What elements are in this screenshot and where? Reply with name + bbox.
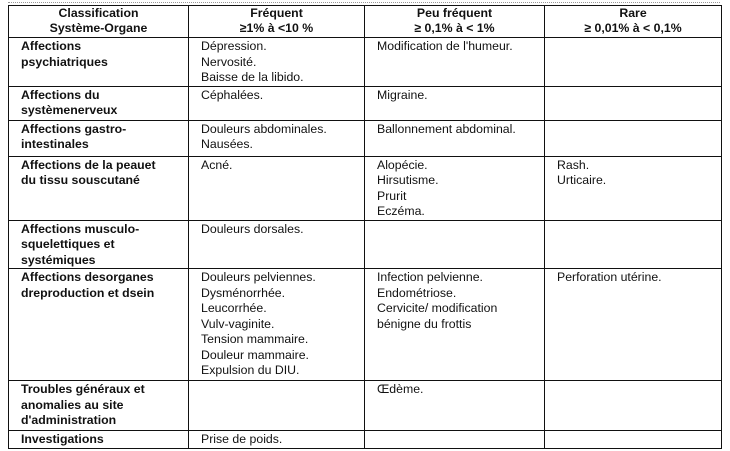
table-row xyxy=(9,38,722,87)
effect-item: Ballonnement abdominal. xyxy=(377,121,516,136)
cell-cls xyxy=(9,120,189,156)
header-line: Classification xyxy=(58,6,139,20)
organ-class-text: anomalies au site xyxy=(21,397,124,412)
cell-peu xyxy=(365,38,545,87)
cell-cls xyxy=(9,269,189,381)
effect-item: bénigne du frottis xyxy=(377,316,472,331)
effect-item: Douleur mammaire. xyxy=(201,347,309,362)
organ-class-text: du tissu souscutané xyxy=(21,173,140,187)
cell-frequent xyxy=(189,381,365,431)
organ-class-text: Troubles généraux et xyxy=(21,382,145,396)
cell-rare xyxy=(545,431,722,449)
effect-item: Perforation utérine. xyxy=(557,270,662,284)
cell-frequent xyxy=(189,220,365,269)
cell-cls xyxy=(9,86,189,120)
cell-frequent xyxy=(189,38,365,87)
effect-item: Nausées. xyxy=(201,137,253,151)
effect-item: Œdème. xyxy=(377,382,424,396)
effect-item: Baisse de la libido. xyxy=(201,70,304,84)
cell-peu xyxy=(365,86,545,120)
effect-item: Infection pelvienne. xyxy=(377,270,483,284)
effect-item: Prise de poids. xyxy=(201,432,283,446)
cell-peu xyxy=(365,120,545,156)
organ-class-text: d'administration xyxy=(21,413,117,427)
cell-rare xyxy=(545,381,722,431)
adverse-effects-table xyxy=(8,5,722,449)
cell-cls xyxy=(9,381,189,431)
effect-item: Leucorrhée. xyxy=(201,301,267,315)
table-row xyxy=(9,381,722,431)
header-frequent xyxy=(189,6,365,38)
effect-item: Douleurs abdominales. xyxy=(201,121,327,136)
organ-class-text: Affections desorganes xyxy=(21,270,154,284)
cell-cls xyxy=(9,220,189,269)
cell-peu xyxy=(365,381,545,431)
organ-class-text: Affections gastro- xyxy=(21,121,127,136)
cell-frequent xyxy=(189,120,365,156)
organ-class-text: Affections musculo- xyxy=(21,221,140,236)
effect-item: Acné. xyxy=(201,157,233,172)
organ-class-text: dreproduction et dsein xyxy=(21,285,155,300)
cell-peu xyxy=(365,269,545,381)
effect-item: Eczéma. xyxy=(377,204,425,218)
cell-peu xyxy=(365,431,545,449)
effect-item: Cervicite/ modification xyxy=(377,301,498,315)
effect-item: Vulv-vaginite. xyxy=(201,316,275,331)
table-row xyxy=(9,269,722,381)
organ-class-text: Affections du xyxy=(21,87,100,102)
effect-item: Endométriose. xyxy=(377,285,457,300)
cell-peu xyxy=(365,220,545,269)
effect-item: Migraine. xyxy=(377,87,428,102)
organ-class-text: squelettiques et xyxy=(21,237,115,251)
cell-rare xyxy=(545,120,722,156)
organ-class-text: Affections xyxy=(21,39,82,53)
organ-class-text: intestinales xyxy=(21,137,89,151)
organ-class-text: Investigations xyxy=(21,432,104,446)
effect-item: Hirsutisme. xyxy=(377,173,439,187)
cell-frequent xyxy=(189,269,365,381)
cell-frequent xyxy=(189,156,365,220)
header-line: Rare xyxy=(619,6,647,20)
header-line: ≥ 0,1% à < 1% xyxy=(414,21,495,35)
header-line: ≥1% à <10 % xyxy=(239,21,314,35)
cell-rare xyxy=(545,156,722,220)
table-row xyxy=(9,86,722,120)
effect-item: Urticaire. xyxy=(557,173,607,187)
organ-class-text: Affections de la peauet xyxy=(21,157,156,172)
cell-cls xyxy=(9,156,189,220)
cell-peu xyxy=(365,156,545,220)
effect-item: Prurit xyxy=(377,188,407,203)
cell-cls xyxy=(9,431,189,449)
organ-class-text: psychiatriques xyxy=(21,54,108,69)
cell-rare xyxy=(545,220,722,269)
header-line: ≥ 0,01% à < 0,1% xyxy=(584,21,682,35)
cell-frequent xyxy=(189,431,365,449)
effect-item: Tension mammaire. xyxy=(201,332,309,346)
cell-rare xyxy=(545,86,722,120)
header-line: Fréquent xyxy=(250,6,303,20)
header-rare xyxy=(545,6,722,38)
organ-class-text: systémiques xyxy=(21,252,96,267)
effect-item: Douleurs dorsales. xyxy=(201,221,304,236)
cell-frequent xyxy=(189,86,365,120)
header-classification xyxy=(9,6,189,38)
header-line: Système-Organe xyxy=(49,21,148,35)
header-peu-frequent xyxy=(365,6,545,38)
effect-item: Dysménorrhée. xyxy=(201,285,286,300)
table-row xyxy=(9,220,722,269)
effect-item: Alopécie. xyxy=(377,157,428,172)
cell-rare xyxy=(545,269,722,381)
cell-rare xyxy=(545,38,722,87)
organ-class-text: systèmenerveux xyxy=(21,103,118,117)
header-line: Peu fréquent xyxy=(416,6,493,20)
effect-item: Douleurs pelviennes. xyxy=(201,270,316,284)
table-header-row xyxy=(9,6,722,38)
table-row xyxy=(9,431,722,449)
effect-item: Nervosité. xyxy=(201,54,257,69)
effect-item: Rash. xyxy=(557,157,590,172)
effect-item: Modification de l'humeur. xyxy=(377,39,513,53)
cell-cls xyxy=(9,38,189,87)
previous-text-edge xyxy=(8,0,720,3)
table-row xyxy=(9,156,722,220)
table-row xyxy=(9,120,722,156)
effect-item: Expulsion du DIU. xyxy=(201,363,300,377)
effect-item: Dépression. xyxy=(201,39,267,53)
effect-item: Céphalées. xyxy=(201,87,264,102)
